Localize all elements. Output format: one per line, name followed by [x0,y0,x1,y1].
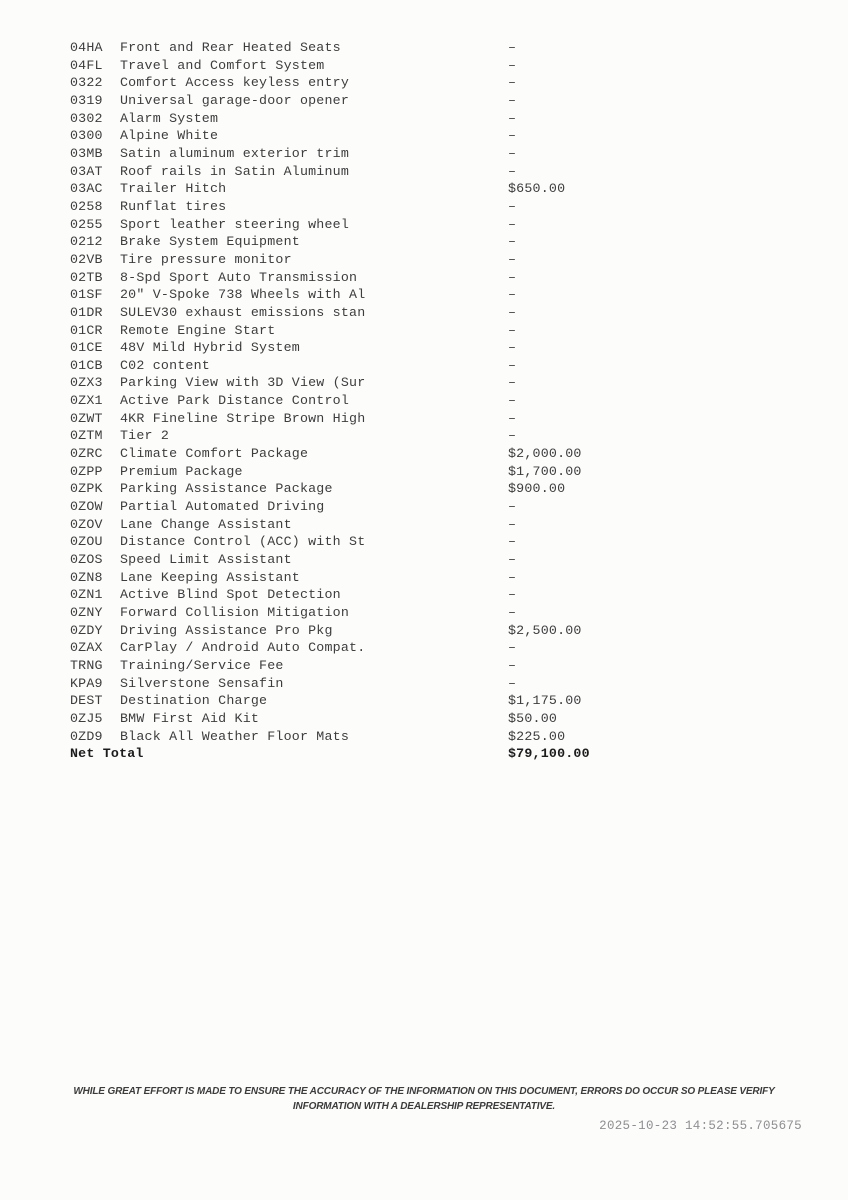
option-code: 04HA [70,40,103,55]
option-row [70,198,808,216]
option-code: 0302 [70,110,103,126]
option-price: – [508,552,517,568]
option-row [70,57,808,75]
option-code: 0ZRC [70,446,103,462]
option-price: – [508,145,517,161]
option-price: – [508,640,517,656]
option-price: – [508,657,517,673]
option-description: Partial Automated Driving [120,499,325,515]
option-row [70,569,808,587]
option-row [70,639,808,657]
option-description: Alarm System [120,110,219,126]
option-description: Driving Assistance Pro Pkg [120,622,333,638]
option-description: Active Park Distance Control [120,393,350,409]
option-code: 0319 [70,92,103,108]
option-code: 0300 [70,128,103,144]
option-price: $2,000.00 [508,446,582,462]
option-description: Lane Keeping Assistant [120,569,300,585]
option-price: – [508,322,517,338]
option-description: Tire pressure monitor [120,251,292,267]
option-row [70,145,808,163]
option-row [70,410,808,428]
footer-disclaimer [44,1084,804,1114]
option-code: 0ZN1 [70,587,103,603]
option-code: 02VB [70,251,103,267]
option-price: – [508,534,517,550]
option-description: Trailer Hitch [120,181,227,197]
option-row [70,286,808,304]
option-price: – [508,269,517,285]
option-price: $1,700.00 [508,463,582,479]
option-price: $650.00 [508,181,566,197]
option-price: – [508,569,517,585]
option-code: 0ZWT [70,410,103,426]
option-row [70,675,808,693]
option-code: 0ZOV [70,516,103,532]
option-code: 04FL [70,57,103,73]
option-price: – [508,128,517,144]
option-price: $2,500.00 [508,622,582,638]
option-price: – [508,92,517,108]
option-description: Active Blind Spot Detection [120,587,341,603]
option-description: 20" V-Spoke 738 Wheels with Al [120,287,366,303]
option-description: Destination Charge [120,693,268,709]
option-price: – [508,40,517,55]
option-description: Roof rails in Satin Aluminum [120,163,350,179]
option-price: – [508,234,517,250]
option-price: – [508,287,517,303]
option-row [70,445,808,463]
option-row [70,728,808,746]
option-row [70,163,808,181]
option-price: $900.00 [508,481,566,497]
option-code: 0ZOW [70,499,103,515]
option-price: – [508,375,517,391]
option-code: 01DR [70,304,103,320]
option-description: Speed Limit Assistant [120,552,292,568]
option-price: – [508,198,517,214]
net-total-price: $79,100.00 [508,746,590,762]
option-price: – [508,410,517,426]
option-code: 0ZAX [70,640,103,656]
option-code: 0ZOU [70,534,103,550]
option-row [70,480,808,498]
option-row [70,233,808,251]
option-row [70,533,808,551]
option-code: 0ZJ5 [70,710,103,726]
option-code: 0322 [70,75,103,91]
option-description: Parking Assistance Package [120,481,333,497]
option-row [70,357,808,375]
option-description: Universal garage-door opener [120,92,350,108]
option-row [70,216,808,234]
option-description: SULEV30 exhaust emissions stan [120,304,366,320]
option-price: – [508,75,517,91]
option-row [70,92,808,110]
option-description: Climate Comfort Package [120,446,309,462]
option-row [70,374,808,392]
option-description: Parking View with 3D View (Sur [120,375,366,391]
option-row [70,586,808,604]
option-price: $1,175.00 [508,693,582,709]
option-description: Travel and Comfort System [120,57,325,73]
option-row [70,498,808,516]
option-price: – [508,251,517,267]
option-row [70,180,808,198]
option-code: 0ZNY [70,605,103,620]
option-code: 01CB [70,357,103,373]
option-price: – [508,216,517,232]
option-code: DEST [70,693,103,709]
option-code: 0ZPP [70,463,103,479]
option-description: Tier 2 [120,428,170,444]
option-row [70,127,808,145]
option-description: Satin aluminum exterior trim [120,145,350,161]
option-code: 0212 [70,234,103,250]
option-row [70,463,808,481]
option-row [70,604,808,622]
option-code: 0ZTM [70,428,103,444]
option-price: – [508,393,517,409]
option-description: Lane Change Assistant [120,516,292,532]
option-code: 0ZX1 [70,393,103,409]
option-code: 0ZPK [70,481,103,497]
generation-timestamp: 2025-10-23 14:52:55.705675 [599,1119,802,1133]
option-description: Premium Package [120,463,243,479]
option-description: C02 content [120,357,210,373]
option-code: 02TB [70,269,103,285]
option-description: Brake System Equipment [120,234,300,250]
option-row [70,622,808,640]
option-code: 03AT [70,163,103,179]
option-row [70,551,808,569]
option-price: – [508,499,517,515]
option-price: – [508,340,517,356]
option-price: – [508,516,517,532]
option-code: 01CR [70,322,103,338]
option-code: 0ZX3 [70,375,103,391]
option-code: 03AC [70,181,103,197]
option-description: CarPlay / Android Auto Compat. [120,640,366,656]
option-description: Comfort Access keyless entry [120,75,350,91]
vehicle-options-table [70,39,808,763]
option-code: 0ZDY [70,622,103,638]
option-row [70,74,808,92]
option-row [70,516,808,534]
option-description: Training/Service Fee [120,657,284,673]
option-price: – [508,163,517,179]
option-row [70,427,808,445]
option-description: Alpine White [120,128,219,144]
option-row [70,392,808,410]
option-row [70,339,808,357]
option-row [70,322,808,340]
option-code: 03MB [70,145,103,161]
option-price: $225.00 [508,728,566,744]
option-row [70,657,808,675]
option-code: KPA9 [70,675,103,691]
option-description: Distance Control (ACC) with St [120,534,366,550]
option-code: 0ZN8 [70,569,103,585]
option-description: BMW First Aid Kit [120,710,260,726]
option-price: – [508,587,517,603]
option-price: – [508,57,517,73]
option-description: Silverstone Sensafin [120,675,284,691]
option-row [70,39,808,57]
option-code: 0258 [70,198,103,214]
option-description: Remote Engine Start [120,322,276,338]
option-row [70,269,808,287]
option-description: Sport leather steering wheel [120,216,350,232]
option-price: $50.00 [508,710,558,726]
option-price: – [508,428,517,444]
net-total-row [70,745,808,763]
option-description: 48V Mild Hybrid System [120,340,300,356]
options-rows [70,39,808,745]
option-code: TRNG [70,657,103,673]
option-description: 4KR Fineline Stripe Brown High [120,410,366,426]
net-total-label: Net Total [70,746,144,762]
option-code: 01CE [70,340,103,356]
option-row [70,110,808,128]
option-description: 8-Spd Sport Auto Transmission [120,269,358,285]
option-price: – [508,110,517,126]
option-code: 0ZOS [70,552,103,568]
option-price: – [508,357,517,373]
option-price: – [508,304,517,320]
option-description: Runflat tires [120,198,227,214]
option-price: – [508,605,517,620]
option-row [70,251,808,269]
option-code: 0255 [70,216,103,232]
option-row [70,692,808,710]
option-code: 0ZD9 [70,728,103,744]
option-code: 01SF [70,287,103,303]
option-description: Front and Rear Heated Seats [120,40,341,55]
option-price: – [508,675,517,691]
option-description: Forward Collision Mitigation [120,605,350,620]
option-description: Black All Weather Floor Mats [120,728,350,744]
footer-disclaimer-text: WHILE GREAT EFFORT IS MADE TO ENSURE THE ACCURACY OF THE INFORMATION ON THIS DOCUMENT, ERRORS DO OCCUR SO PLEASE VERIFY INFORMATION WITH A DEALERSHIP REPRESENTATIVE. [73,1086,775,1112]
option-row [70,710,808,728]
option-row [70,304,808,322]
